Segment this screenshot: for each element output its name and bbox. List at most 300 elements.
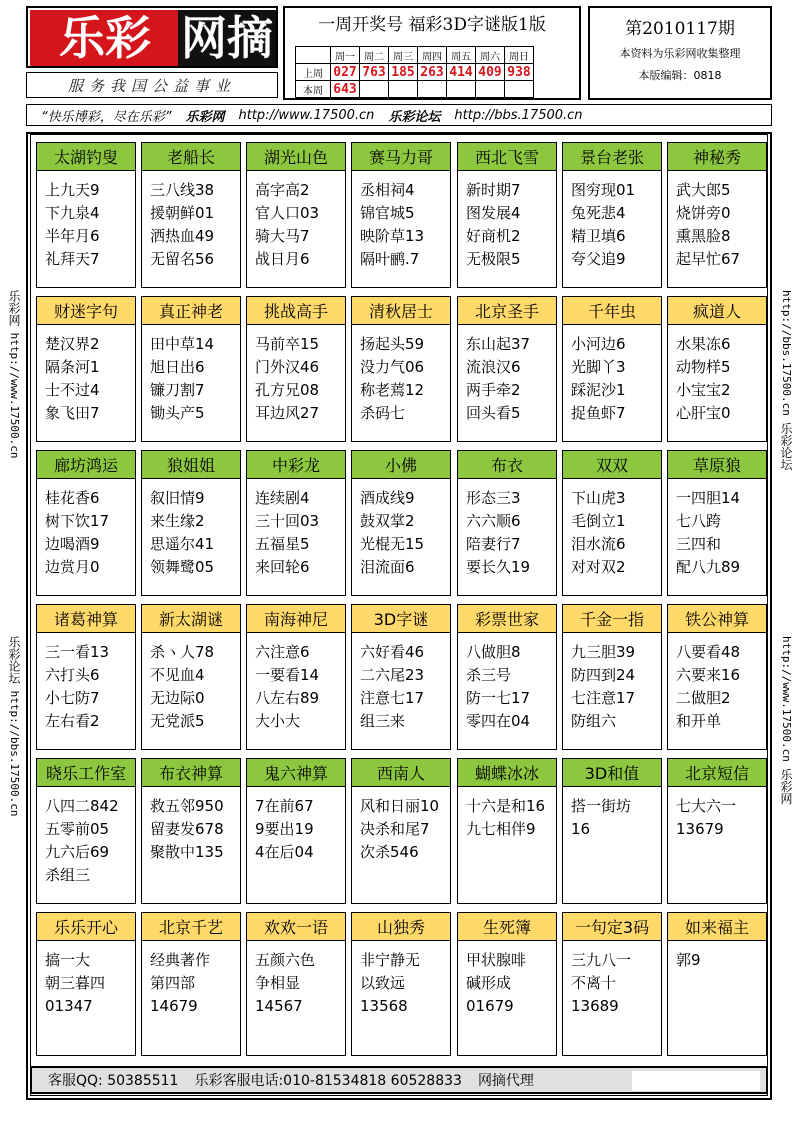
riddle-card-body bbox=[466, 949, 554, 1018]
riddle-card bbox=[36, 604, 136, 750]
riddle-line: 六六顺6 bbox=[466, 512, 521, 530]
slogan: 服务我国公益事业 bbox=[26, 72, 278, 98]
riddle-card-body bbox=[676, 795, 764, 841]
riddle-card-body bbox=[150, 949, 238, 1018]
riddle-card-body bbox=[150, 641, 238, 733]
riddle-card-title: 北京圣手 bbox=[458, 297, 556, 325]
riddle-line: 六要来16 bbox=[676, 666, 741, 684]
riddle-card-body bbox=[255, 641, 343, 733]
riddle-line: 二做胆2 bbox=[676, 689, 731, 707]
riddle-card-title: 南海神尼 bbox=[247, 605, 345, 633]
riddle-line: 半年月6 bbox=[45, 227, 100, 245]
riddle-card-title: 双双 bbox=[563, 451, 661, 479]
riddle-line: 三八线38 bbox=[150, 181, 215, 199]
riddle-line: 水果冻6 bbox=[676, 335, 731, 353]
riddle-line: 捉鱼虾7 bbox=[571, 404, 626, 422]
riddle-line: 三四和 bbox=[676, 535, 722, 553]
side-forum-url: http://bbs.17500.cn bbox=[780, 290, 793, 416]
riddle-line: 七大六一 bbox=[676, 797, 737, 815]
riddle-card-title: 北京短信 bbox=[668, 759, 766, 787]
riddle-card-body bbox=[45, 949, 133, 1018]
riddle-card-title: 布衣神算 bbox=[142, 759, 240, 787]
riddle-card-body bbox=[466, 179, 554, 271]
riddle-line: 高字高2 bbox=[255, 181, 310, 199]
draw-number: 409 bbox=[476, 64, 505, 81]
riddle-card-body bbox=[45, 333, 133, 425]
draw-number bbox=[505, 81, 534, 98]
riddle-line: 三一看13 bbox=[45, 643, 110, 661]
draw-number: 938 bbox=[505, 64, 534, 81]
riddle-card-title: 老船长 bbox=[142, 143, 240, 171]
riddle-line: 九三胆39 bbox=[571, 643, 636, 661]
riddle-line: 图发展4 bbox=[466, 204, 521, 222]
riddle-line: 13679 bbox=[676, 820, 724, 838]
riddle-line: 东山起37 bbox=[466, 335, 531, 353]
riddle-line: 八左右89 bbox=[255, 689, 320, 707]
riddle-card-title: 彩票世家 bbox=[458, 605, 556, 633]
riddle-line: 毛倒立1 bbox=[571, 512, 626, 530]
riddle-line: 两手牵2 bbox=[466, 381, 521, 399]
riddle-line: 流浪汉6 bbox=[466, 358, 521, 376]
riddle-line: 一四胆14 bbox=[676, 489, 741, 507]
riddle-line: 兔死悲4 bbox=[571, 204, 626, 222]
draw-number bbox=[476, 81, 505, 98]
riddle-card bbox=[562, 758, 662, 904]
riddle-line: 边赏月0 bbox=[45, 558, 100, 576]
riddle-line: 无留名56 bbox=[150, 250, 215, 268]
riddle-card-body bbox=[676, 949, 764, 972]
draw-number: 027 bbox=[331, 64, 360, 81]
riddle-card bbox=[351, 912, 451, 1056]
riddle-line: 光脚丫3 bbox=[571, 358, 626, 376]
riddle-line: 新时期7 bbox=[466, 181, 521, 199]
last-week-label: 上周 bbox=[296, 64, 331, 81]
riddle-card bbox=[457, 450, 557, 596]
riddle-line: 决杀和尾7 bbox=[360, 820, 430, 838]
riddle-card-body bbox=[255, 795, 343, 864]
this-week-label: 本周 bbox=[296, 81, 331, 98]
riddle-line: 注意七17 bbox=[360, 689, 425, 707]
riddle-line: 九七相伴9 bbox=[466, 820, 536, 838]
side-site-name: 乐彩网 bbox=[7, 290, 21, 326]
riddle-card bbox=[141, 142, 241, 288]
riddle-card bbox=[562, 450, 662, 596]
day-label: 周三 bbox=[389, 47, 418, 64]
riddle-card bbox=[667, 296, 767, 442]
riddle-line: 图穷现01 bbox=[571, 181, 636, 199]
riddle-card bbox=[141, 296, 241, 442]
riddle-line: 官人口03 bbox=[255, 204, 320, 222]
riddle-card bbox=[246, 296, 346, 442]
riddle-line: 回头看5 bbox=[466, 404, 521, 422]
riddle-card-title: 3D字谜 bbox=[352, 605, 450, 633]
footer bbox=[30, 1066, 768, 1094]
riddle-line: 9要出19 bbox=[255, 820, 314, 838]
riddle-line: 七八跨 bbox=[676, 512, 722, 530]
footer-agent: 网摘代理 bbox=[477, 1073, 534, 1089]
riddle-line: 小七防7 bbox=[45, 689, 100, 707]
riddle-line: 九六后69 bbox=[45, 843, 110, 861]
riddle-line: 7在前67 bbox=[255, 797, 314, 815]
side-forum-name: 乐彩论坛 bbox=[7, 636, 21, 684]
riddle-card-body bbox=[255, 487, 343, 579]
riddle-line: 要长久19 bbox=[466, 558, 531, 576]
riddle-card-body bbox=[45, 641, 133, 733]
riddle-card bbox=[457, 296, 557, 442]
riddle-line: 4在后04 bbox=[255, 843, 314, 861]
riddle-line: 以致远 bbox=[360, 974, 406, 992]
draw-number bbox=[360, 81, 389, 98]
riddle-line: 甲状腺啡 bbox=[466, 951, 527, 969]
draw-corner bbox=[296, 47, 331, 64]
riddle-card-title: 布衣 bbox=[458, 451, 556, 479]
riddle-line: 十六是和16 bbox=[466, 797, 546, 815]
side-text-right-bottom bbox=[778, 636, 795, 804]
draw-number: 185 bbox=[389, 64, 418, 81]
riddle-line: 14679 bbox=[150, 997, 198, 1015]
riddle-card-title: 铁公神算 bbox=[668, 605, 766, 633]
riddle-card bbox=[351, 142, 451, 288]
riddle-line: 防组六 bbox=[571, 712, 617, 730]
riddle-card-title: 西北飞雪 bbox=[458, 143, 556, 171]
riddle-card bbox=[562, 296, 662, 442]
riddle-line: 和开单 bbox=[676, 712, 722, 730]
riddle-card-title: 千金一指 bbox=[563, 605, 661, 633]
draw-number: 643 bbox=[331, 81, 360, 98]
riddle-card bbox=[36, 142, 136, 288]
riddle-card bbox=[351, 758, 451, 904]
riddle-line: 防四到24 bbox=[571, 666, 636, 684]
riddle-line: 01347 bbox=[45, 997, 93, 1015]
riddle-line: 没力气06 bbox=[360, 358, 425, 376]
riddle-line: 一要看14 bbox=[255, 666, 320, 684]
riddle-line: 留妻发678 bbox=[150, 820, 224, 838]
riddle-line: 映阶草13 bbox=[360, 227, 425, 245]
logo-text-black: 网摘 bbox=[178, 10, 276, 66]
side-text-right-top bbox=[778, 290, 795, 470]
riddle-card-title: 太湖钓叟 bbox=[37, 143, 135, 171]
riddle-card bbox=[141, 758, 241, 904]
riddle-card bbox=[667, 604, 767, 750]
riddle-line: 杀组三 bbox=[45, 866, 91, 884]
riddle-line: 骑大马7 bbox=[255, 227, 310, 245]
riddle-card bbox=[457, 758, 557, 904]
riddle-card bbox=[351, 296, 451, 442]
riddle-line: 大小大 bbox=[255, 712, 301, 730]
riddle-line: 锄头产5 bbox=[150, 404, 205, 422]
riddle-card bbox=[141, 912, 241, 1056]
riddle-line: 士不过4 bbox=[45, 381, 100, 399]
riddle-line: 八做胆8 bbox=[466, 643, 521, 661]
riddle-line: 旭日出6 bbox=[150, 358, 205, 376]
riddle-line: 第四部 bbox=[150, 974, 196, 992]
riddle-line: 郭9 bbox=[676, 951, 701, 969]
footer-qq: 客服QQ: 50385511 bbox=[48, 1073, 179, 1089]
motto: “快乐博彩，尽在乐彩” bbox=[41, 109, 172, 125]
riddle-card-title: 草原狼 bbox=[668, 451, 766, 479]
side-site-name: 乐彩网 bbox=[779, 768, 793, 805]
riddle-line: 16 bbox=[571, 820, 591, 838]
riddle-line: 援朝鲜01 bbox=[150, 204, 215, 222]
riddle-line: 隔条河1 bbox=[45, 358, 100, 376]
day-label: 周六 bbox=[476, 47, 505, 64]
riddle-line: 心肝宝0 bbox=[676, 404, 731, 422]
riddle-card-title: 千年虫 bbox=[563, 297, 661, 325]
riddle-card-body bbox=[676, 641, 764, 733]
riddle-line: 武大郎5 bbox=[676, 181, 731, 199]
riddle-line: 丞相祠4 bbox=[360, 181, 415, 199]
riddle-line: 组三来 bbox=[360, 712, 406, 730]
draw-title: 一周开奖号 福彩3D字谜版1版 bbox=[318, 15, 546, 35]
riddle-card-body bbox=[466, 795, 554, 841]
day-label: 周二 bbox=[360, 47, 389, 64]
riddle-line: 配八九89 bbox=[676, 558, 741, 576]
riddle-card-title: 如来福主 bbox=[668, 913, 766, 941]
riddle-line: 杀ヽ人78 bbox=[150, 643, 215, 661]
riddle-card-title: 真正神老 bbox=[142, 297, 240, 325]
riddle-card-title: 小佛 bbox=[352, 451, 450, 479]
riddle-card-title: 一句定3码 bbox=[563, 913, 661, 941]
riddle-line: 树下饮17 bbox=[45, 512, 110, 530]
riddle-line: 光棍无15 bbox=[360, 535, 425, 553]
day-label: 周五 bbox=[447, 47, 476, 64]
draw-number bbox=[447, 81, 476, 98]
day-label: 周一 bbox=[331, 47, 360, 64]
riddle-line: 洒热血49 bbox=[150, 227, 215, 245]
riddle-line: 下山虎3 bbox=[571, 489, 626, 507]
riddle-line: 六注意6 bbox=[255, 643, 310, 661]
riddle-line: 桂花香6 bbox=[45, 489, 100, 507]
riddle-card-body bbox=[45, 179, 133, 271]
riddle-line: 门外汉46 bbox=[255, 358, 320, 376]
draw-days-row bbox=[296, 47, 534, 64]
draw-number: 263 bbox=[418, 64, 447, 81]
footer-phone: 乐彩客服电话:010-81534818 60528833 bbox=[194, 1073, 462, 1089]
riddle-card bbox=[141, 450, 241, 596]
riddle-line: 朝三暮四 bbox=[45, 974, 106, 992]
riddle-card-title: 新太湖谜 bbox=[142, 605, 240, 633]
riddle-card-title: 清秋居士 bbox=[352, 297, 450, 325]
riddle-card-body bbox=[466, 641, 554, 733]
site-url-link[interactable]: http://www.17500.cn bbox=[238, 107, 375, 123]
riddle-line: 八要看48 bbox=[676, 643, 741, 661]
riddle-line: 无极限5 bbox=[466, 250, 521, 268]
riddle-line: 鼓双掌2 bbox=[360, 512, 415, 530]
riddle-card-title: 景台老张 bbox=[563, 143, 661, 171]
riddle-line: 熏黑脸8 bbox=[676, 227, 731, 245]
this-week-row bbox=[296, 81, 534, 98]
riddle-card bbox=[667, 758, 767, 904]
side-text-left-bottom bbox=[6, 636, 23, 816]
riddle-line: 14567 bbox=[255, 997, 303, 1015]
riddle-line: 田中草14 bbox=[150, 335, 215, 353]
riddle-card-title: 赛马力哥 bbox=[352, 143, 450, 171]
riddle-card-title: 诸葛神算 bbox=[37, 605, 135, 633]
riddle-line: 无边际0 bbox=[150, 689, 205, 707]
riddle-line: 搭一街坊 bbox=[571, 797, 632, 815]
issue-number: 第2010117期 bbox=[625, 19, 735, 39]
riddle-card-title: 神秘秀 bbox=[668, 143, 766, 171]
riddle-card-body bbox=[571, 641, 659, 733]
riddle-line: 聚散中135 bbox=[150, 843, 224, 861]
riddle-line: 五颜六色 bbox=[255, 951, 316, 969]
riddle-line: 六好看46 bbox=[360, 643, 425, 661]
riddle-card-body bbox=[571, 333, 659, 425]
riddle-line: 小河边6 bbox=[571, 335, 626, 353]
riddle-card bbox=[457, 142, 557, 288]
riddle-card bbox=[457, 912, 557, 1056]
riddle-card-title: 廊坊鸿运 bbox=[37, 451, 135, 479]
riddle-card bbox=[351, 450, 451, 596]
riddle-line: 象飞田7 bbox=[45, 404, 100, 422]
riddle-card-body bbox=[676, 333, 764, 425]
riddle-card-body bbox=[466, 487, 554, 579]
riddle-card bbox=[351, 604, 451, 750]
riddle-card-body bbox=[255, 949, 343, 1018]
riddle-card bbox=[36, 758, 136, 904]
riddle-card-title: 晓乐工作室 bbox=[37, 759, 135, 787]
riddle-card-body bbox=[571, 179, 659, 271]
day-label: 周日 bbox=[505, 47, 534, 64]
riddle-card bbox=[562, 604, 662, 750]
editor-note: 本版编辑：0818 bbox=[638, 69, 722, 82]
riddle-line: 二六尾23 bbox=[360, 666, 425, 684]
riddle-line: 争相显 bbox=[255, 974, 301, 992]
side-site-url: http://www.17500.cn bbox=[8, 332, 21, 459]
riddle-line: 对对双2 bbox=[571, 558, 626, 576]
draw-results-box bbox=[283, 6, 581, 100]
riddle-card-title: 生死簿 bbox=[458, 913, 556, 941]
riddle-card-body bbox=[571, 795, 659, 841]
riddle-card-body bbox=[571, 487, 659, 579]
draw-number: 414 bbox=[447, 64, 476, 81]
draw-table bbox=[295, 46, 534, 98]
riddle-card-body bbox=[360, 179, 448, 271]
riddle-card-body bbox=[255, 333, 343, 425]
riddle-card bbox=[246, 450, 346, 596]
riddle-card-body bbox=[150, 179, 238, 271]
forum-url-link[interactable]: http://bbs.17500.cn bbox=[454, 107, 583, 123]
riddle-card bbox=[246, 912, 346, 1056]
riddle-card-title: 狼姐姐 bbox=[142, 451, 240, 479]
riddle-line: 五福星5 bbox=[255, 535, 310, 553]
side-forum-name: 乐彩论坛 bbox=[779, 422, 793, 471]
riddle-line: 叙旧情9 bbox=[150, 489, 205, 507]
side-text-left-top bbox=[6, 290, 23, 458]
riddle-card bbox=[667, 912, 767, 1056]
riddle-line: 小宝宝2 bbox=[676, 381, 731, 399]
riddle-card-body bbox=[360, 949, 448, 1018]
riddle-card-body bbox=[150, 333, 238, 425]
draw-number bbox=[389, 81, 418, 98]
draw-number: 763 bbox=[360, 64, 389, 81]
riddle-card-body bbox=[150, 487, 238, 579]
riddle-line: 隔叶鹂.7 bbox=[360, 250, 420, 268]
riddle-line: 领舞鹭05 bbox=[150, 558, 215, 576]
riddle-line: 烧饼旁0 bbox=[676, 204, 731, 222]
riddle-line: 零四在04 bbox=[466, 712, 531, 730]
riddle-line: 战日月6 bbox=[255, 250, 310, 268]
riddle-card-body bbox=[360, 487, 448, 579]
riddle-line: 杀三号 bbox=[466, 666, 512, 684]
riddle-card-body bbox=[360, 333, 448, 425]
riddle-line: 01679 bbox=[466, 997, 514, 1015]
last-week-row bbox=[296, 64, 534, 81]
riddle-line: 三十回03 bbox=[255, 512, 320, 530]
riddle-card bbox=[667, 450, 767, 596]
side-site-url: http://www.17500.cn bbox=[780, 636, 793, 762]
riddle-line: 无党派5 bbox=[150, 712, 205, 730]
draw-number bbox=[418, 81, 447, 98]
riddle-card bbox=[36, 450, 136, 596]
riddle-line: 锦官城5 bbox=[360, 204, 415, 222]
riddle-line: 不见血4 bbox=[150, 666, 205, 684]
riddle-line: 风和日丽10 bbox=[360, 797, 440, 815]
riddle-card-body bbox=[466, 333, 554, 425]
riddle-line: 好商机2 bbox=[466, 227, 521, 245]
riddle-line: 孔方兄08 bbox=[255, 381, 320, 399]
riddle-line: 思遥尔41 bbox=[150, 535, 215, 553]
url-bar bbox=[26, 104, 772, 126]
riddle-line: 形态三3 bbox=[466, 489, 521, 507]
riddle-line: 次杀546 bbox=[360, 843, 419, 861]
riddle-line: 陪妻行7 bbox=[466, 535, 521, 553]
logo-text-red: 乐彩 bbox=[30, 10, 180, 66]
riddle-card-title: 山独秀 bbox=[352, 913, 450, 941]
riddle-line: 夸父追9 bbox=[571, 250, 626, 268]
riddle-card bbox=[246, 758, 346, 904]
forum-name: 乐彩论坛 bbox=[388, 109, 441, 125]
riddle-card-title: 鬼六神算 bbox=[247, 759, 345, 787]
riddle-line: 救五邻950 bbox=[150, 797, 224, 815]
riddle-line: 不离十 bbox=[571, 974, 617, 992]
side-forum-url: http://bbs.17500.cn bbox=[8, 690, 21, 817]
riddle-line: 礼拜天7 bbox=[45, 250, 100, 268]
day-label: 周四 bbox=[418, 47, 447, 64]
site-name: 乐彩网 bbox=[185, 109, 225, 125]
riddle-line: 泪水流6 bbox=[571, 535, 626, 553]
riddle-card-body bbox=[360, 641, 448, 733]
riddle-card bbox=[36, 296, 136, 442]
riddle-card-body bbox=[45, 487, 133, 579]
riddle-card-title: 湖光山色 bbox=[247, 143, 345, 171]
riddle-card-title: 西南人 bbox=[352, 759, 450, 787]
riddle-card bbox=[246, 142, 346, 288]
riddle-card-title: 中彩龙 bbox=[247, 451, 345, 479]
riddle-line: 泪流面6 bbox=[360, 558, 415, 576]
riddle-line: 精卫填6 bbox=[571, 227, 626, 245]
riddle-card-title: 财迷字句 bbox=[37, 297, 135, 325]
riddle-card-title: 3D和值 bbox=[563, 759, 661, 787]
riddle-line: 13689 bbox=[571, 997, 619, 1015]
riddle-card-body bbox=[676, 179, 764, 271]
riddle-card bbox=[36, 912, 136, 1056]
riddle-card bbox=[141, 604, 241, 750]
riddle-line: 三九八一 bbox=[571, 951, 632, 969]
riddle-line: 来生缘2 bbox=[150, 512, 205, 530]
riddle-card-body bbox=[360, 795, 448, 864]
riddle-card-body bbox=[150, 795, 238, 864]
riddle-card bbox=[667, 142, 767, 288]
riddle-card-title: 挑战高手 bbox=[247, 297, 345, 325]
riddle-line: 酒成线9 bbox=[360, 489, 415, 507]
riddle-line: 八四二842 bbox=[45, 797, 119, 815]
riddle-line: 碱形成 bbox=[466, 974, 512, 992]
riddle-card-title: 疯道人 bbox=[668, 297, 766, 325]
riddle-line: 防一七17 bbox=[466, 689, 531, 707]
riddle-card-title: 蝴蝶冰冰 bbox=[458, 759, 556, 787]
riddle-card-title: 北京千艺 bbox=[142, 913, 240, 941]
